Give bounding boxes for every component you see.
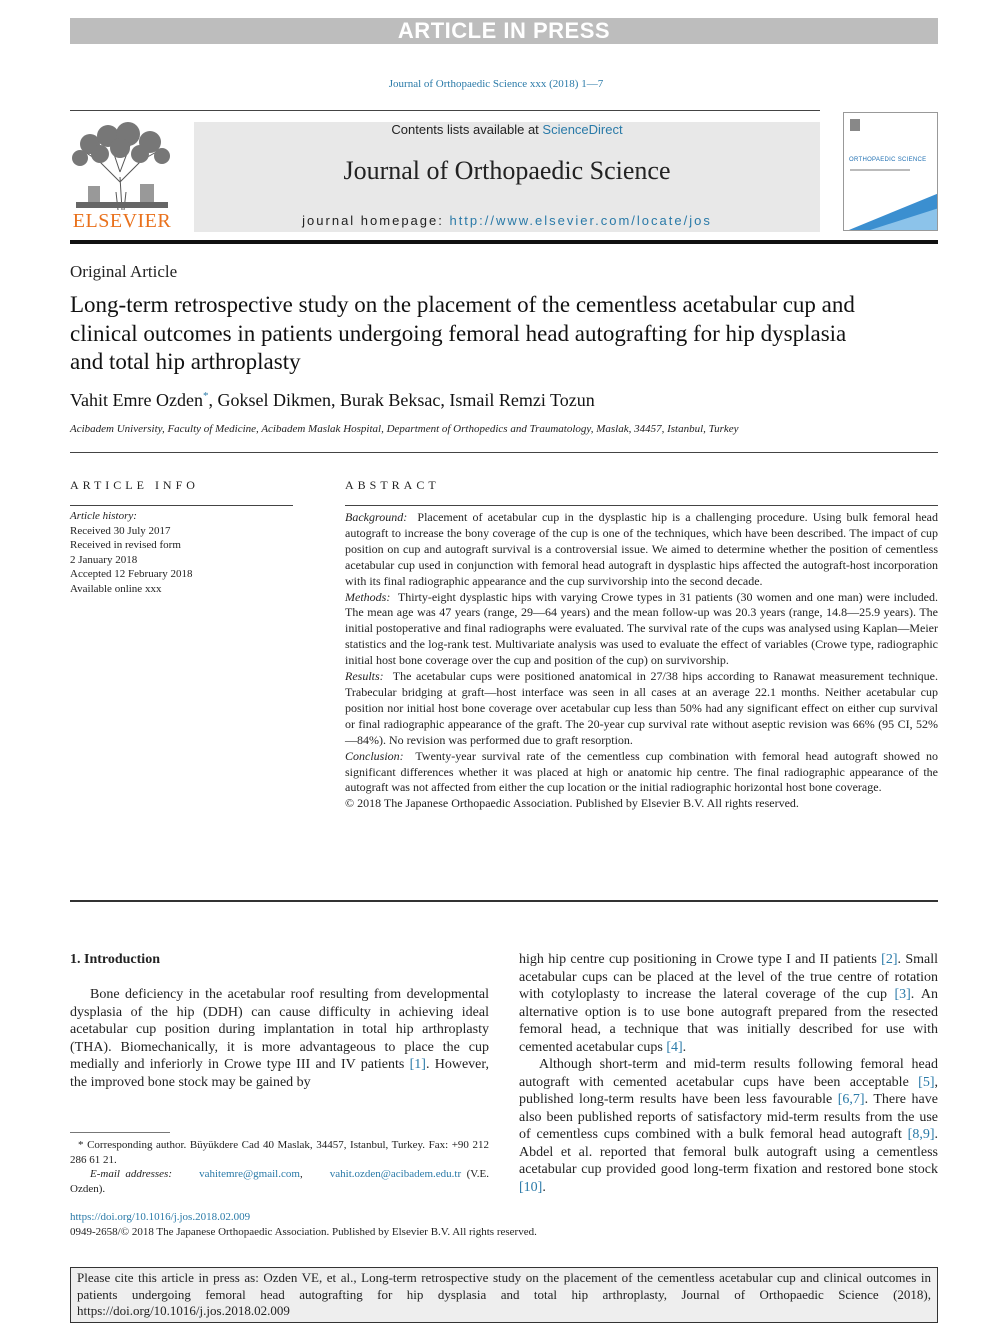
intro-paragraph: [519, 1056, 938, 1196]
abstract-text: Twenty-year survival rate of the cementless cup combination with femoral head autograft showed no significant differences whether it was placed at high or anatomic hip centre. The final radiographic appearance of the autograft was not affected from either the cup location or the initial radiographic horizontal host bone coverage.: [345, 748, 938, 795]
abstract-label: Results:: [345, 669, 384, 684]
abstract-rule: [345, 505, 938, 506]
reference-link[interactable]: [4]: [666, 1039, 683, 1055]
reference-link[interactable]: [3]: [894, 987, 911, 1002]
author-first: Vahit Emre Ozden: [70, 390, 203, 410]
article-history: [70, 509, 193, 596]
intro-text: . There have also been published reports of satisfactory mid-term results from the use of cementless cups combined with a bulk femoral head autograft: [519, 1092, 938, 1142]
article-info-heading: ARTICLE INFO: [70, 478, 199, 492]
footnote: [70, 1138, 489, 1196]
history-item: Accepted 12 February 2018: [70, 568, 193, 580]
issn-line: 0949-2658/© 2018 The Japanese Orthopaedic Association. Published by Elsevier B.V. All rights reserved.: [70, 1226, 537, 1238]
reference-link[interactable]: [1]: [409, 1057, 426, 1072]
abstract-methods: [345, 590, 938, 670]
history-item: Available online xxx: [70, 582, 162, 595]
abstract-conclusion: [345, 749, 938, 797]
intro-text: , published long-term results have been less favourable: [519, 1074, 938, 1107]
history-item: Received in revised form: [70, 539, 181, 551]
homepage-link[interactable]: http://www.elsevier.com/locate/jos: [449, 213, 712, 228]
abstract-heading: ABSTRACT: [345, 478, 440, 492]
reference-link[interactable]: [6,7]: [837, 1092, 865, 1107]
doi-link[interactable]: https://doi.org/10.1016/j.jos.2018.02.009: [70, 1211, 251, 1223]
corresponding-author-mark[interactable]: *: [202, 390, 209, 402]
intro-text: high hip centre cup positioning in Crowe type I and II patients: [519, 952, 882, 967]
abstract-results: [345, 669, 938, 749]
contents-prefix: Contents lists available at: [391, 122, 543, 137]
article-title: Long-term retrospective study on the placement of the cementless acetabular cup and clinical outcomes in patients undergoing femoral head autografting for hip dysplasia and total hip arthroplasty: [70, 292, 855, 374]
intro-text: Bone deficiency in the acetabular roof resulting from developmental dysplasia of the hip (DDH) can cause difficulty in achieving ideal acetabular cup position during implantation in total hip arthroplasty (THA). Biomechanically, it is more advantageous to place the cup medially and inferiorly in Crowe type III and IV patients: [70, 987, 489, 1072]
intro-text: . An alternative option is to use bone autograft prepared from the resected femoral head, a technique that was initially described for use with cemented acetabular cups: [519, 987, 938, 1055]
corresponding-author-note: * Corresponding author. Büyükdere Cad 40 Maslak, 34457, Istanbul, Turkey. Fax: +90 212 286 61 21.: [70, 1139, 489, 1166]
journal-cover-icon: [844, 113, 938, 231]
title-bottom-rule: [70, 452, 938, 453]
intro-text: . Small acetabular cups can be placed at the level of the true centre of rotation with cotyloplasty to increase the lateral coverage of the cup: [519, 952, 938, 1002]
intro-paragraph: [519, 951, 938, 1056]
article-in-press-banner: ARTICLE IN PRESS: [70, 18, 938, 44]
reference-link[interactable]: [5]: [918, 1074, 935, 1090]
reference-link[interactable]: [8,9]: [907, 1127, 935, 1142]
author-list: [70, 390, 595, 411]
contents-line: [194, 122, 820, 137]
article-info-rule: [70, 505, 293, 506]
cover-title: ORTHOPAEDIC SCIENCE: [849, 157, 927, 163]
reference-link[interactable]: [2]: [881, 952, 898, 967]
cite-text: Please cite this article in press as: Ozden VE, et al., Long-term retrospective study on the placement of the cementless acetabular cup and clinical outcomes in patients undergoing femoral head autografting for hip dysplasia and total hip arthroplasty, Journal of Orthopaedic Science (2018),: [77, 1270, 931, 1302]
header-top-rule: [70, 110, 820, 111]
intro-text: Although short-term and mid-term results following femoral head autograft with cemented acetabular cups have been acceptable: [519, 1057, 938, 1090]
elsevier-logo[interactable]: [70, 122, 174, 230]
email-owner: (V.E. Ozden).: [70, 1168, 489, 1195]
journal-cover-thumbnail[interactable]: [843, 112, 938, 231]
intro-text: .: [542, 1179, 546, 1195]
abstract-label: Background:: [345, 510, 408, 524]
email-label: E-mail addresses:: [90, 1168, 172, 1180]
elsevier-wordmark: ELSEVIER: [72, 210, 172, 232]
history-label: Article history:: [70, 510, 137, 522]
cite-doi[interactable]: https://doi.org/10.1016/j.jos.2018.02.009: [77, 1303, 290, 1318]
reference-link[interactable]: [10]: [519, 1179, 543, 1195]
sciencedirect-link[interactable]: ScienceDirect: [542, 122, 623, 137]
cite-this-article-box: [70, 1267, 938, 1323]
email-link[interactable]: vahitemre@gmail.com: [199, 1168, 300, 1180]
intro-right-column: [519, 951, 938, 1196]
intro-text: . Abdel et al. reported that femoral bulk autograft using a cementless acetabular cup provided good long-term fixation and restored bone stock: [519, 1127, 938, 1177]
section-heading-introduction: 1. Introduction: [70, 952, 160, 967]
email-link[interactable]: vahit.ozden@acibadem.edu.tr: [329, 1168, 462, 1180]
article-type: Original Article: [70, 262, 178, 281]
footnote-rule: [70, 1132, 170, 1133]
abstract-copyright: © 2018 The Japanese Orthopaedic Association. Published by Elsevier B.V. All rights reserved.: [345, 796, 799, 811]
abstract-label: Methods:: [345, 589, 391, 604]
journal-title: Journal of Orthopaedic Science: [343, 156, 671, 185]
intro-left-column: [70, 986, 489, 1091]
email-note: E-mail addresses: vahitemre@gmail.com, vahit.ozden@acibadem.edu.tr (V.E. Ozden).: [70, 1168, 489, 1195]
history-item: Received 30 July 2017: [70, 524, 171, 537]
affiliation: Acibadem University, Faculty of Medicine, Acibadem Maslak Hospital, Department of Orthopedics and Traumatology, Maslak, 34457, Istanbul, Turkey: [70, 423, 739, 435]
intro-paragraph: [70, 986, 489, 1091]
abstract-text: The acetabular cups were positioned anatomical in 27/38 hips according to Ranawat measurement technique. Trabecular bridging at graft—host interface was seen in all cases at an average 22.1 months. Neither acetabular cup position nor initial host bone coverage over acetabular cup less than 50% had any significant effect on either cup survival or final radiographic appearance of the graft. The 20-year cup survival rate without aseptic revision was 66% (95 CI, 52%—84%). No revision was performed due to graft resorption.: [345, 669, 938, 747]
journal-homepage-line: [194, 213, 820, 228]
abstract-text: Thirty-eight dysplastic hips with varying Crowe types in 31 patients (30 women and one man) were included. The mean age was 47 years (range, 29—64 years) and the mean follow-up was 20.3 years (range, 14.8—25.9 years). The initial postoperative and final radiographs were evaluated. The survival rate of the cups was analysed using Kaplan—Meier statistics and the log-rank test. Multivariate analysis was used to evaluate the effect of variables (Crowe type, radiographic initial host bone coverage over the cup and position of the cup) on survivorship.: [345, 589, 938, 668]
authors-rest: , Goksel Dikmen, Burak Beksac, Ismail Remzi Tozun: [208, 390, 595, 410]
journal-citation-line[interactable]: Journal of Orthopaedic Science xxx (2018) 1—7: [388, 78, 604, 90]
abstract-bottom-rule: [70, 900, 938, 902]
abstract-text: Placement of acetabular cup in the dysplastic hip is a challenging procedure. Using bulk femoral head autograft to increase the bony coverage of the cup is one of the techniques, which have been described. The impact of cup position on cup and autograft survival is a controversial issue. We aimed to determine whether the position of cementless acetabular cup used in conjunction with femoral head autograft in dysplastic hips affected the autograft-host incorporation with its final radiographic appearance and the cup survivorship into the second decade.: [345, 510, 939, 588]
abstract-body: [345, 510, 938, 812]
header-bottom-rule: [70, 240, 938, 244]
history-item: 2 January 2018: [70, 553, 138, 566]
homepage-prefix: journal homepage:: [302, 213, 450, 228]
abstract-background: [345, 510, 938, 590]
intro-text: . However, the improved bone stock may be gained by: [70, 1057, 489, 1090]
abstract-label: Conclusion:: [345, 748, 404, 763]
intro-text: .: [682, 1039, 687, 1055]
